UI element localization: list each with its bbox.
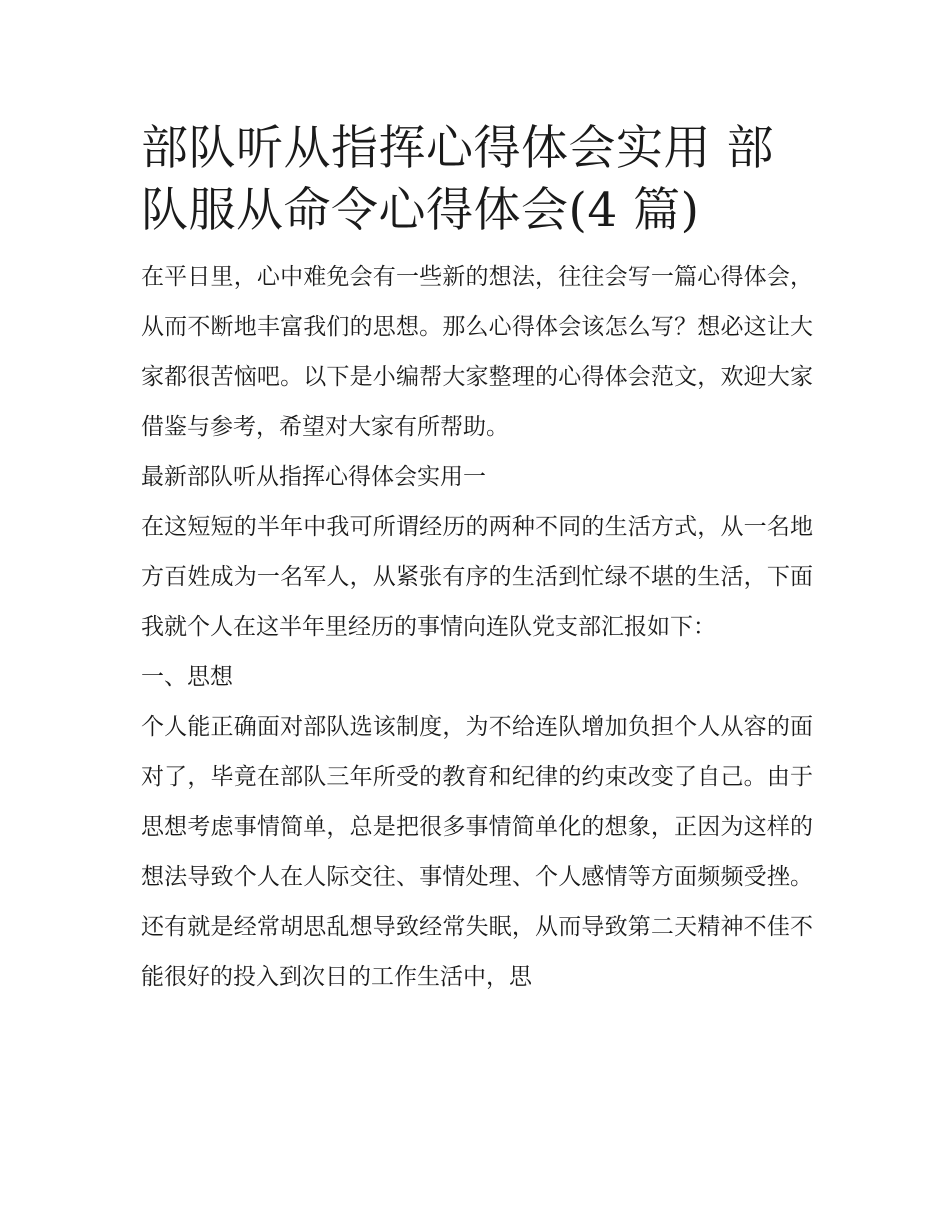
- body-paragraph: 在这短短的半年中我可所谓经历的两种不同的生活方式，从一名地方百姓成为一名军人，从紧张有序的生活到忙绿不堪的生活，下面我就个人在这半年里经历的事情向连队党支部汇报如下：: [141, 514, 813, 640]
- body-paragraph: 个人能正确面对部队选该制度，为不给连队增加负担个人从容的面对了，毕竟在部队三年所受的教育和纪律的约束改变了自己。由于思想考虑事情简单，总是把很多事情简单化的想象，正因为这样的想法导致个人在人际交往、事情处理、个人感情等方面频频受挫。还有就是经常胡思乱想导致经常失眠，从而导致第二天精神不佳不能很好的投入到次日的工作生活中，思: [141, 714, 813, 990]
- document-title: 部队听从指挥心得体会实用 部队服从命令心得体会(4 篇): [141, 121, 774, 238]
- subsection-heading: 一、思想: [141, 664, 233, 690]
- document-body: [141, 252, 813, 1002]
- intro-paragraph: 在平日里，心中难免会有一些新的想法，往往会写一篇心得体会，从而不断地丰富我们的思想。那么心得体会该怎么写？想必这让大家都很苦恼吧。以下是小编帮大家整理的心得体会范文，欢迎大家借鉴与参考，希望对大家有所帮助。: [141, 264, 813, 440]
- document-page: [141, 118, 813, 1002]
- section-heading: 最新部队听从指挥心得体会实用一: [141, 464, 486, 490]
